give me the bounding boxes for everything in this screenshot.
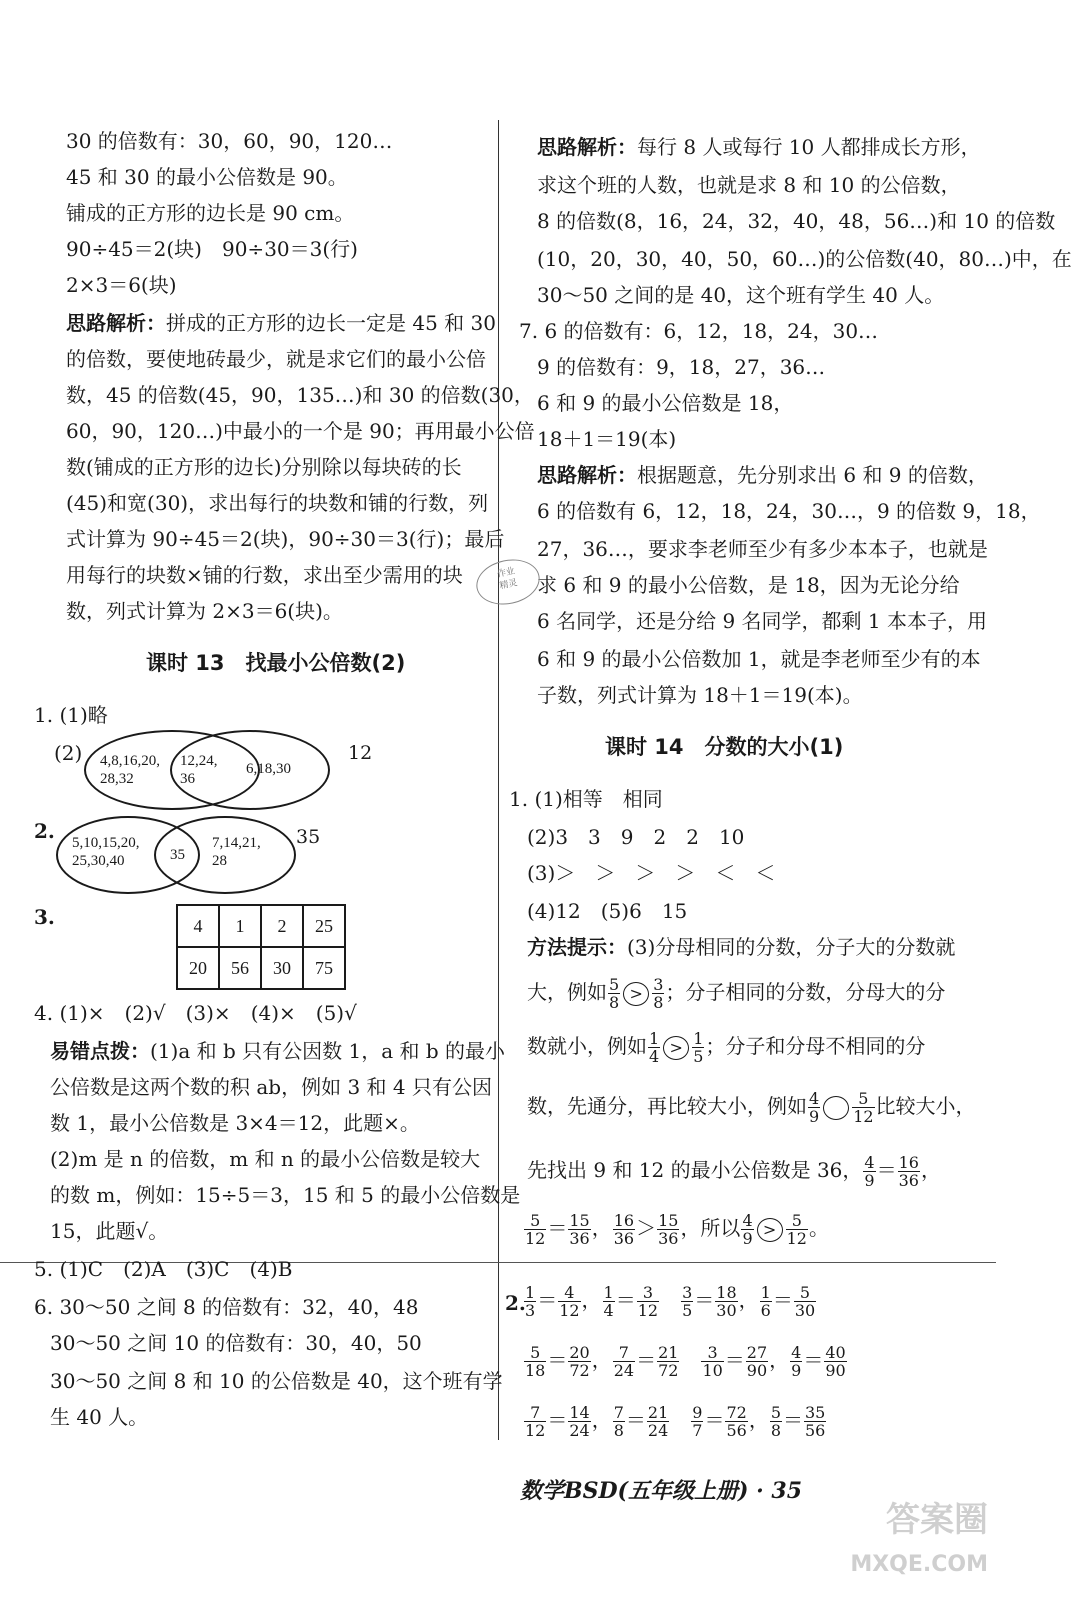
grid-row	[177, 947, 345, 989]
stamp-logo: 作业 精灵	[472, 554, 544, 610]
grid-cell: 30	[261, 947, 303, 989]
analysis-label: 思路解析：	[66, 311, 166, 335]
fraction: $\frac{5}{12}$	[525, 1211, 546, 1248]
analysis-line: (10，20，30，40，50，60…)的公倍数(40，80…)中，在	[537, 247, 1072, 271]
section-title: 课时 13 找最小公倍数(2)	[146, 651, 406, 675]
fraction: $\frac{3}{8}$	[653, 975, 664, 1012]
error-note-line: 易错点拨：(1)a 和 b 只有公因数 1，a 和 b 的最小	[50, 1039, 506, 1063]
grid-cell: 75	[303, 947, 345, 989]
venn-left-set: 5,10,15,20, 25,30,40	[72, 835, 140, 869]
fraction: $\frac{5}{12}$	[786, 1211, 807, 1248]
analysis-line: 子数，列式计算为 18＋1＝19(本)。	[537, 683, 863, 707]
method-line: 先找出 9 和 12 的最小公倍数是 36， $\frac{4}{9}$ ＝ $\frac{16}{36}$ ，	[527, 1153, 941, 1190]
analysis-line: 思路解析：根据题意，先分别求出 6 和 9 的倍数，	[537, 463, 988, 487]
fraction: $\frac{4}{9}$	[742, 1211, 753, 1248]
method-line: 大，例如 $\frac{5}{8}$ > $\frac{3}{8}$ ；分子相同的分数，分母大的分	[527, 975, 946, 1012]
analysis-line: 式计算为 90÷45＝2(块)，90÷30＝3(行)；最后	[66, 527, 505, 551]
fraction-row: $\frac{7}{12}$ ＝ $\frac{14}{24}$ ， $\frac{7}{8}$ ＝ $\frac{21}{24}$ $\frac{9}{7}$ ＝ $\frac{72}{56}$ ， $\frac{5}{8}$ ＝ $\frac{35}{56}$	[525, 1403, 826, 1440]
compare-circle: >	[663, 1036, 689, 1060]
fraction: $\frac{5}{12}$	[853, 1089, 874, 1126]
analysis-line: 8 的倍数(8，16，24，32，40，48，56…)和 10 的倍数	[537, 209, 1056, 233]
error-note-line: (2)m 是 n 的倍数，m 和 n 的最小公倍数是较大	[50, 1147, 481, 1171]
page-number: · 35	[756, 1478, 802, 1504]
error-note-line: 15，此题√。	[50, 1219, 169, 1243]
venn-intersection: 35	[170, 847, 185, 863]
venn-left-set: 4,8,16,20, 28,32	[100, 753, 160, 787]
question-5: 5. (1)C (2)A (3)C (4)B	[34, 1257, 293, 1281]
method-line: 方法提示：(3)分母相同的分数，分子大的分数就	[527, 935, 956, 959]
fraction: $\frac{1}{4}$	[649, 1029, 660, 1066]
fraction: $\frac{15}{36}$	[658, 1211, 679, 1248]
s14-question-2-label: 2.	[505, 1291, 526, 1315]
fraction: $\frac{15}{36}$	[569, 1211, 590, 1248]
grid-row	[177, 905, 345, 947]
analysis-line: 6 和 9 的最小公倍数加 1，就是李老师至少有的本	[537, 647, 981, 671]
question-3-label: 3.	[34, 905, 55, 929]
analysis-line: 求 6 和 9 的最小公倍数，是 18，因为无论分给	[537, 573, 960, 597]
venn-right-set: 6,18,30	[246, 761, 291, 777]
question-2-label: 2.	[34, 819, 55, 843]
compare-circle: >	[623, 982, 649, 1006]
analysis-line: 用每行的块数×铺的行数，求出至少需用的块	[66, 563, 463, 587]
venn-answer: 35	[296, 826, 321, 848]
compare-circle: >	[757, 1218, 783, 1242]
column-divider	[498, 120, 499, 1440]
fraction: $\frac{4}{9}$	[809, 1089, 820, 1126]
grid-cell: 20	[177, 947, 219, 989]
error-note-label: 易错点拨：	[50, 1039, 150, 1063]
page-footer	[520, 1474, 802, 1505]
text-line: 90÷45＝2(块) 90÷30＝3(行)	[66, 237, 358, 261]
analysis-line: 数，列式计算为 2×3＝6(块)。	[66, 599, 343, 623]
question-6-line: 6. 30～50 之间 8 的倍数有：32，40，48	[34, 1295, 419, 1319]
venn-right-set: 7,14,21, 28	[212, 835, 261, 869]
fraction: $\frac{16}{36}$	[898, 1153, 919, 1190]
text-line: 2×3＝6(块)	[66, 273, 177, 297]
analysis-line: 数，45 的倍数(45，90，135…)和 30 的倍数(30，	[66, 383, 534, 407]
s14-q1-line: (3)＞ ＞ ＞ ＞ ＜ ＜	[527, 861, 776, 885]
grid-cell: 4	[177, 905, 219, 947]
grid-cell: 25	[303, 905, 345, 947]
answer-grid	[176, 904, 346, 990]
section-title: 课时 14 分数的大小(1)	[605, 735, 844, 759]
fraction: $\frac{4}{9}$	[864, 1153, 875, 1190]
method-label: 方法提示：	[527, 935, 627, 959]
analysis-line: 60，90，120…)中最小的一个是 90；再用最小公倍	[66, 419, 535, 443]
fraction-row: $\frac{5}{18}$ ＝ $\frac{20}{72}$ ， $\frac{7}{24}$ ＝ $\frac{21}{72}$ $\frac{3}{10}$ ＝ $\frac{27}{90}$ ， $\frac{4}{9}$ ＝ $\frac{40}{90}$	[525, 1343, 846, 1380]
text-line: 铺成的正方形的边长是 90 cm。	[66, 201, 355, 225]
question-1-part2-label: (2)	[54, 741, 83, 765]
footer-title: 数学BSD(五年级上册)	[520, 1478, 749, 1504]
method-line: 数，先通分，再比较大小，例如 $\frac{4}{9}$ $\frac{5}{12}$ 比较大小，	[527, 1089, 976, 1126]
fraction-row: $\frac{1}{3}$ ＝ $\frac{4}{12}$ ， $\frac{1}{4}$ ＝ $\frac{3}{12}$ $\frac{3}{5}$ ＝ $\frac{18}{30}$ ， $\frac{1}{6}$ ＝ $\frac{5}{30}$	[525, 1283, 816, 1320]
analysis-line: (45)和宽(30)，求出每行的块数和铺的行数，列	[66, 491, 489, 515]
analysis-line: 30～50 之间的是 40，这个班有学生 40 人。	[537, 283, 945, 307]
analysis-label: 思路解析：	[537, 135, 637, 159]
venn-answer: 12	[348, 742, 373, 764]
grid-cell: 1	[219, 905, 261, 947]
analysis-line: 思路解析：每行 8 人或每行 10 人都排成长方形，	[537, 135, 981, 159]
s14-q1-line: 1. (1)相等 相同	[509, 787, 663, 811]
s14-q1-line: (2)3 3 9 2 2 10	[527, 825, 745, 849]
analysis-label: 思路解析：	[537, 463, 637, 487]
grid-cell: 56	[219, 947, 261, 989]
text-line: 45 和 30 的最小公倍数是 90。	[66, 165, 348, 189]
fraction: $\frac{16}{36}$	[613, 1211, 635, 1248]
method-line: $\frac{5}{12}$ ＝ $\frac{15}{36}$ ， $\frac{16}{36}$ ＞ $\frac{15}{36}$ ，所以 $\frac{4}{9}$ > $\frac{5}{12}$ 。	[525, 1211, 829, 1248]
analysis-line: 的倍数，要使地砖最少，就是求它们的最小公倍	[66, 347, 486, 371]
question-1: 1. (1)略	[34, 703, 108, 727]
question-6-line: 生 40 人。	[50, 1405, 149, 1429]
question-6-line: 30～50 之间 8 和 10 的公倍数是 40，这个班有学	[50, 1369, 503, 1393]
analysis-line: 求这个班的人数，也就是求 8 和 10 的公倍数，	[537, 173, 961, 197]
analysis-line: 数(铺成的正方形的边长)分别除以每块砖的长	[66, 455, 462, 479]
analysis-line: 6 名同学，还是分给 9 名同学，都剩 1 本本子，用	[537, 609, 987, 633]
compare-circle	[823, 1096, 849, 1120]
fraction: $\frac{1}{5}$	[693, 1029, 704, 1066]
analysis-line: 27，36…，要求李老师至少有多少本本子，也就是	[537, 537, 988, 561]
question-7-line: 9 的倍数有：9，18，27，36…	[537, 355, 826, 379]
fraction: $\frac{5}{8}$	[609, 975, 620, 1012]
error-note-line: 的数 m，例如：15÷5＝3，15 和 5 的最小公倍数是	[50, 1183, 521, 1207]
method-line: 数就小，例如 $\frac{1}{4}$ > $\frac{1}{5}$ ；分子和分母不相同的分	[527, 1029, 926, 1066]
question-7-line: 6 和 9 的最小公倍数是 18，	[537, 391, 794, 415]
analysis-line: 6 的倍数有 6，12，18，24，30…，9 的倍数 9，18，	[537, 499, 1041, 523]
analysis-line: 思路解析：拼成的正方形的边长一定是 45 和 30	[66, 311, 496, 335]
question-4: 4. (1)× (2)√ (3)× (4)× (5)√	[34, 1001, 357, 1025]
question-7-line: 18＋1＝19(本)	[537, 427, 677, 451]
text-line: 30 的倍数有：30，60，90，120…	[66, 129, 393, 153]
error-note-line: 公倍数是这两个数的积 ab，例如 3 和 4 只有公因	[50, 1075, 492, 1099]
grid-cell: 2	[261, 905, 303, 947]
question-6-line: 30～50 之间 10 的倍数有：30，40，50	[50, 1331, 422, 1355]
venn-intersection: 12,24, 36	[180, 753, 218, 787]
watermark-logo: 答案圈 MXQE.COM	[850, 1500, 988, 1577]
question-7-line: 7. 6 的倍数有：6，12，18，24，30…	[519, 319, 879, 343]
s14-q1-line: (4)12 (5)6 15	[527, 899, 688, 923]
error-note-line: 数 1，最小公倍数是 3×4＝12，此题×。	[50, 1111, 420, 1135]
